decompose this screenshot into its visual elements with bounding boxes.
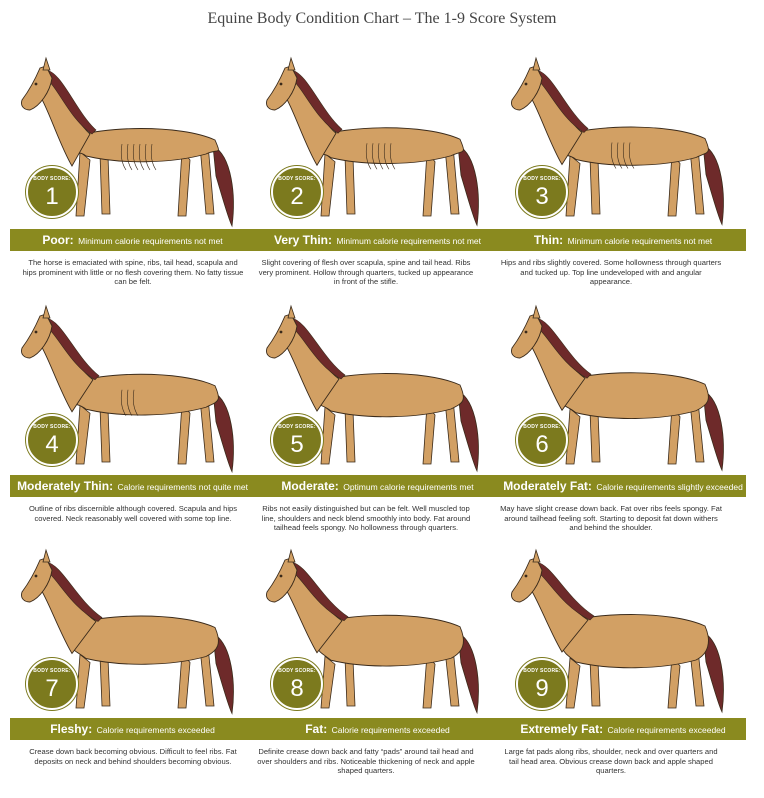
- badge-label: BODY SCORE:: [278, 176, 316, 182]
- badge-number: 2: [290, 183, 304, 210]
- page-title: Equine Body Condition Chart – The 1-9 Score System: [207, 10, 557, 27]
- horse-fore-legs: [76, 152, 110, 216]
- score-heading-5: [255, 475, 500, 497]
- badge-label: BODY SCORE:: [523, 176, 561, 182]
- horse-eye: [525, 575, 528, 578]
- badge-label: BODY SCORE:: [33, 424, 71, 430]
- horse-ear: [288, 306, 295, 318]
- horse-ear: [288, 550, 295, 562]
- calorie-requirement: Minimum calorie requirements not met: [567, 236, 713, 246]
- condition-level: Extremely Fat:: [520, 722, 604, 736]
- badge-number: 5: [290, 431, 304, 458]
- score-description: Crease down back becoming obvious. Difficult to feel ribs. Fat deposits on neck and behind shoulders becoming obvious.: [29, 747, 237, 766]
- body-score-badge: [271, 658, 323, 710]
- badge-number: 1: [45, 183, 59, 210]
- badge-label: BODY SCORE:: [523, 424, 561, 430]
- score-description: The horse is emaciated with spine, ribs, tail head, scapula and hips prominent with little or no flesh covering them. No fatty tissue can be felt.: [22, 258, 244, 287]
- horse-ear: [288, 58, 295, 70]
- score-description: May have slight crease down back. Fat over ribs feels spongy. Fat around tailhead feeling soft. Starting to deposit fat down withers and behind the shoulder.: [500, 504, 722, 533]
- horse-fore-legs: [321, 407, 355, 464]
- badge-number: 3: [535, 183, 549, 210]
- horse-tail: [213, 392, 233, 472]
- calorie-requirement: Calorie requirements slightly exceeded: [596, 482, 743, 492]
- calorie-requirement: Minimum calorie requirements not met: [78, 236, 223, 246]
- body-score-badge: [516, 658, 568, 710]
- badge-label: BODY SCORE:: [33, 668, 71, 674]
- badge-label: BODY SCORE:: [523, 668, 561, 674]
- score-heading-6: [500, 475, 746, 497]
- horse-tail: [703, 145, 723, 225]
- score-description: Large fat pads along ribs, shoulder, neck and over quarters and tail head area. Obvious crease down back and apple shaped quarters.: [504, 747, 718, 776]
- badge-number: 6: [535, 431, 549, 458]
- horse-ear: [43, 550, 50, 562]
- score-description: Slight covering of flesh over scapula, spine and tail head. Ribs very prominent. Hollow through quarters, tucked up appearance in front of the stifle.: [258, 258, 474, 287]
- body-score-badge: [26, 166, 78, 218]
- score-description: Hips and ribs slightly covered. Some hollowness through quarters and tucked up. Top line undeveloped with and angular appearance.: [500, 258, 722, 287]
- horse-eye: [35, 575, 38, 578]
- horse-fore-legs: [321, 154, 355, 216]
- condition-level: Fleshy:: [50, 722, 93, 736]
- badge-number: 7: [45, 675, 59, 702]
- score-heading-1: [10, 229, 255, 251]
- condition-level: Very Thin:: [273, 233, 332, 247]
- horse-ear: [533, 58, 540, 70]
- horse-ear: [43, 306, 50, 318]
- horse-eye: [525, 331, 528, 334]
- score-heading-9: [500, 718, 746, 740]
- horse-fore-legs: [566, 409, 600, 464]
- horse-eye: [280, 331, 283, 334]
- score-heading-7: [10, 718, 255, 740]
- calorie-requirement: Minimum calorie requirements not met: [336, 236, 482, 246]
- body-score-badge: [271, 414, 323, 466]
- horse-eye: [35, 83, 38, 86]
- body-score-badge: [26, 414, 78, 466]
- calorie-requirement: Calorie requirements exceeded: [96, 725, 215, 735]
- body-score-badge: [271, 166, 323, 218]
- horse-eye: [35, 331, 38, 334]
- badge-label: BODY SCORE:: [278, 668, 316, 674]
- score-heading-3: [500, 229, 746, 251]
- badge-label: BODY SCORE:: [278, 424, 316, 430]
- horse-tail: [458, 145, 478, 225]
- score-heading-4: [10, 475, 255, 497]
- horse-eye: [280, 575, 283, 578]
- horse-ear: [533, 550, 540, 562]
- score-description: Outline of ribs discernible although covered. Scapula and hips covered. Neck reasonably well covered with some top line.: [28, 504, 238, 523]
- body-score-badge: [516, 166, 568, 218]
- horse-fore-legs: [566, 156, 600, 217]
- condition-level: Moderately Thin:: [17, 479, 114, 493]
- horse-tail: [213, 146, 233, 226]
- score-description: Ribs not easily distinguished but can be felt. Well muscled top line, shoulders and neck blend smoothly into body. Fat around tailhead feels spongy. No hollowness through quarters.: [261, 504, 471, 533]
- horse-ear: [533, 306, 540, 318]
- calorie-requirement: Calorie requirements exceeded: [607, 725, 726, 735]
- badge-number: 9: [535, 675, 549, 702]
- calorie-requirement: Calorie requirements not quite met: [117, 482, 248, 492]
- condition-level: Poor:: [42, 233, 74, 247]
- horse-eye: [525, 83, 528, 86]
- condition-level: Fat:: [305, 722, 328, 736]
- calorie-requirement: Calorie requirements exceeded: [331, 725, 450, 735]
- badge-label: BODY SCORE:: [33, 176, 71, 182]
- condition-level: Moderate:: [281, 479, 339, 493]
- score-heading-8: [255, 718, 500, 740]
- condition-level: Thin:: [533, 233, 564, 247]
- horse-body: [561, 127, 709, 165]
- body-score-badge: [26, 658, 78, 710]
- condition-level: Moderately Fat:: [503, 479, 592, 493]
- horse-fore-legs: [76, 405, 110, 464]
- badge-number: 8: [290, 675, 304, 702]
- score-description: Definite crease down back and fatty “pads” around tail head and over shoulders and ribs. Noticeable thickening of neck and apple shaped quarters.: [257, 747, 475, 776]
- badge-number: 4: [45, 431, 59, 458]
- horse-eye: [280, 83, 283, 86]
- calorie-requirement: Optimum calorie requirements met: [343, 482, 474, 492]
- horse-ear: [43, 58, 50, 70]
- body-score-badge: [516, 414, 568, 466]
- horse-fore-legs: [76, 655, 110, 709]
- score-heading-2: [255, 229, 500, 251]
